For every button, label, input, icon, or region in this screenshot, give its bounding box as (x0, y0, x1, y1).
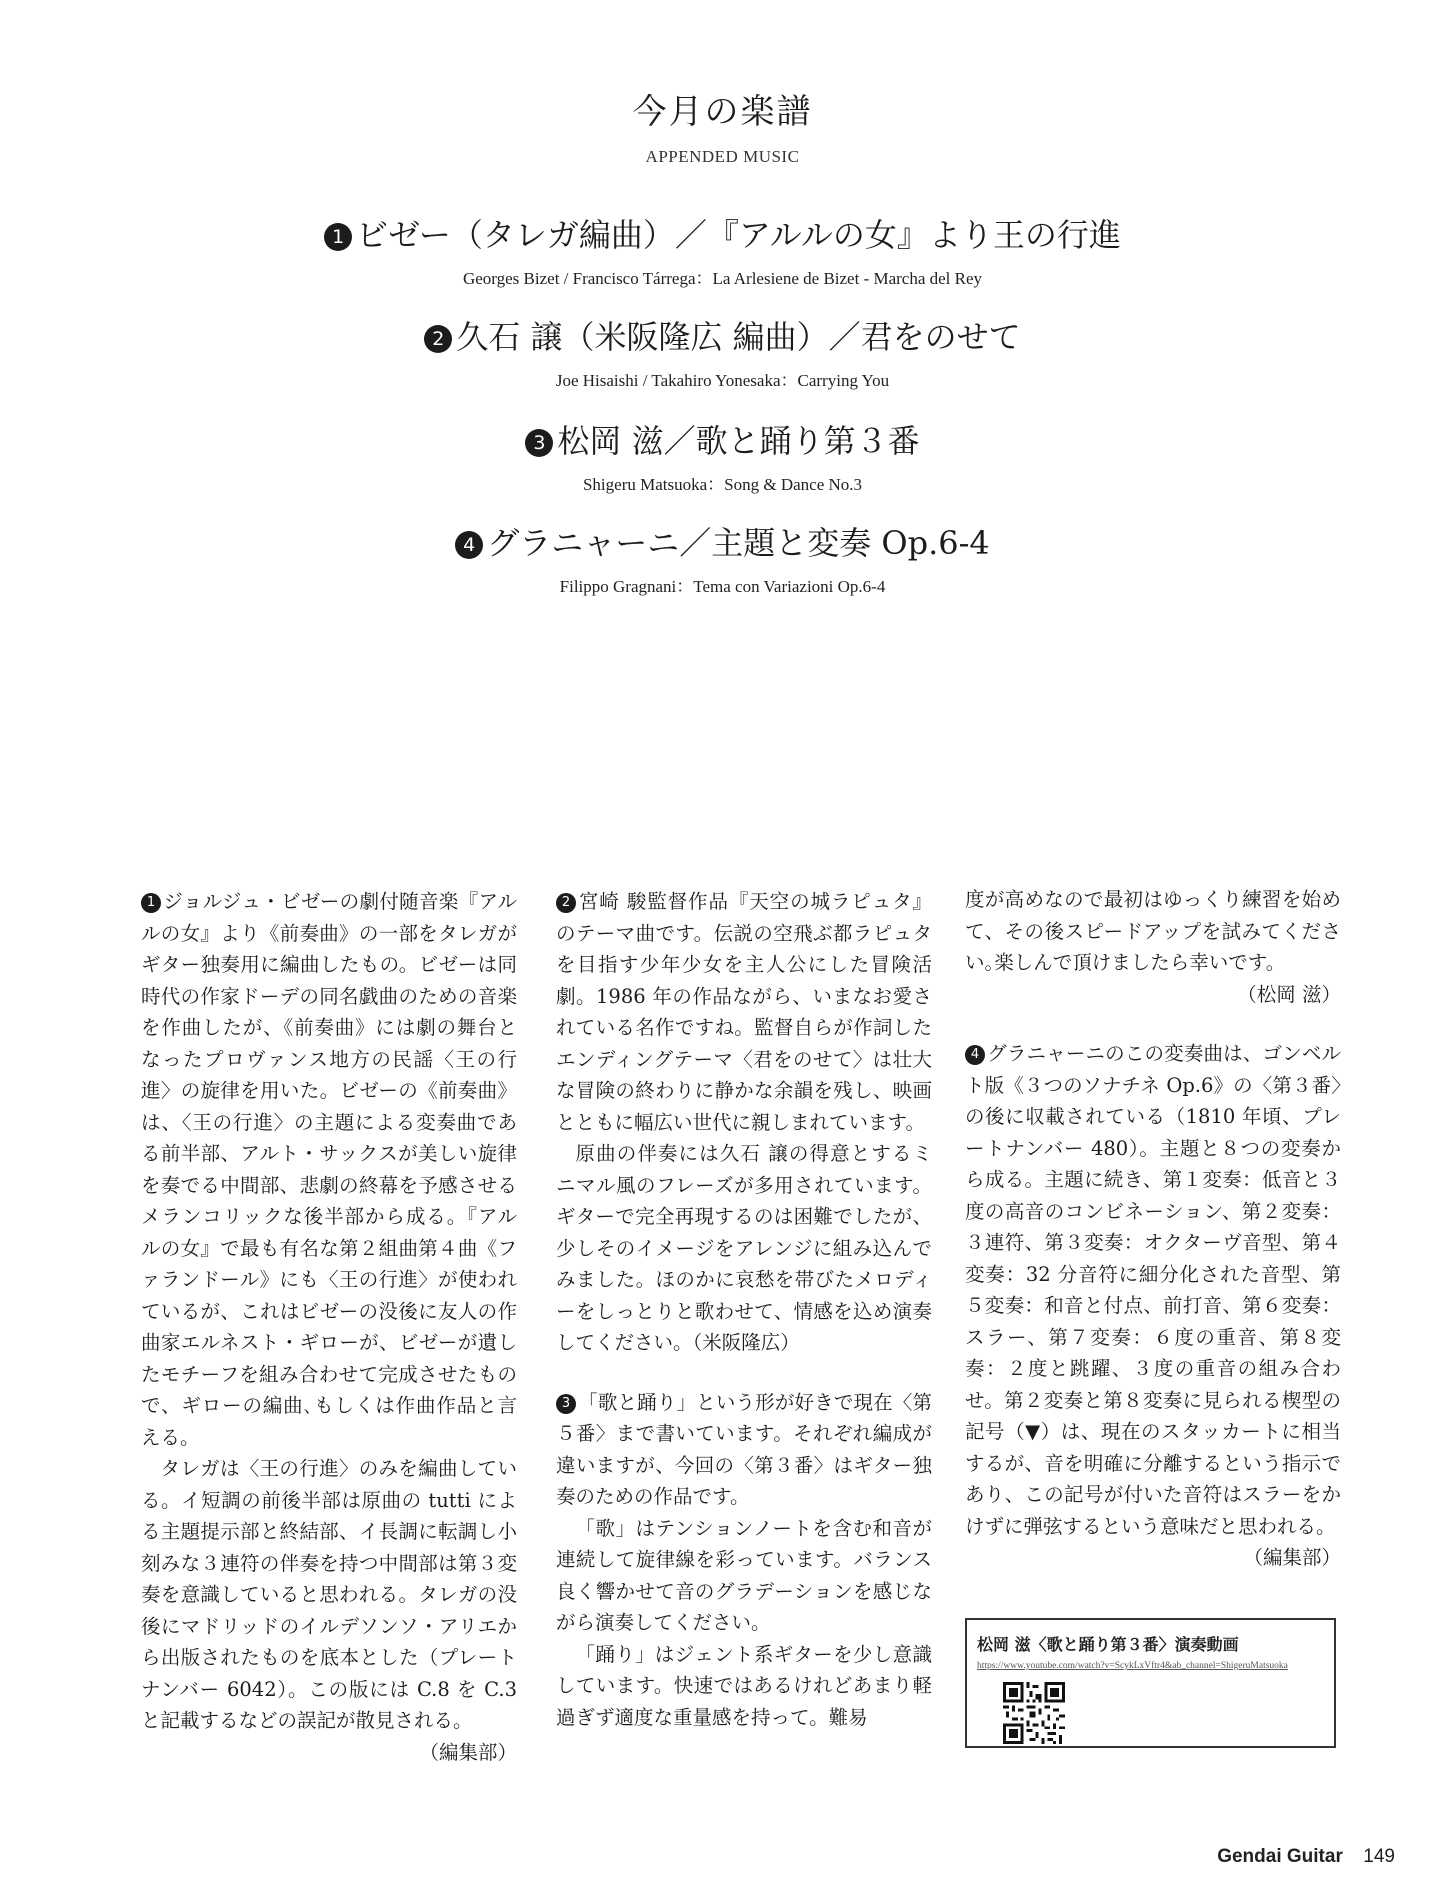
number-badge-icon: 1 (141, 893, 161, 913)
piece-title-en: Georges Bizet / Francisco Tárrega：La Arlesiene de Bizet - Marcha del Rey (462, 269, 983, 288)
piece-entry-4 (0, 518, 1445, 597)
note-signature: （編集部） (1243, 1546, 1341, 1569)
number-badge-icon: 3 (525, 429, 553, 457)
video-title: 松岡 滋〈歌と踊り第３番〉演奏動画 (977, 1635, 1239, 1654)
note-paragraph: 2 宮崎 駿監督作品『天空の城ラピュタ』のテーマ曲です。伝説の空飛ぶ都ラピュタを目指す少年少女を主人公にした冒険活劇。1986 年の作品ながら、いまなお愛されている名作ですね。監督自らが作詞したエンディングテーマ〈君をのせて〉は壮大な冒険の終わりに静かな余韻を残し、映画とともに幅広い世代に親しまれています。 (556, 890, 932, 1134)
piece-entry-2 (0, 312, 1445, 391)
page-number: 149 (1363, 1846, 1395, 1867)
piece-title-jp: 久石 譲（米阪隆広 編曲）／君をのせて (456, 318, 1021, 356)
piece-title-jp: ビゼー（タレガ編曲）／『アルルの女』より王の行進 (356, 216, 1121, 254)
note-paragraph: 「歌」はテンションノートを含む和音が連続して旋律線を彩っています。バランス良く響かせて音のグラデーションを感じながら演奏してください。 (556, 1516, 932, 1634)
video-info-box (965, 1618, 1336, 1748)
number-badge-icon: 3 (556, 1394, 576, 1414)
piece-title-en: Filippo Gragnani：Tema con Variazioni Op.6-4 (559, 577, 886, 596)
page-title: 今月の楽譜 (632, 92, 813, 132)
note-signature: （松岡 滋） (1237, 982, 1341, 1006)
page-header (0, 84, 1445, 167)
page-footer (1217, 1846, 1395, 1868)
piece-entry-1 (0, 210, 1445, 289)
note-paragraph: タレガは〈王の行進〉のみを編曲している。イ短調の前後半部は原曲の tutti による主題提示部と終結部、イ長調に転調し小刻みな３連符の伴奏を持つ中間部は第３変奏を意識していると思われる。タレガの没後にマドリッドのイルデソンソ・アリエから出版されたものを底本とした（プレートナンバー 6042）。この版には C.8 を C.3 と記載するなどの誤記が散見される。 (141, 1457, 517, 1732)
note-paragraph: 4 グラニャーニのこの変奏曲は、ゴンベルト版《３つのソナチネ Op.6》の〈第３番〉の後に収載されている（1810 年頃、プレートナンバー 480）。主題と８つの変奏から成る。主題に続き、第１変奏：低音と３度の高音のコンビネーション、第２変奏：３連符、第３変奏：オクターヴ音型、第４変奏：32 分音符に細分化された音型、第５変奏：和音と付点、前打音、第６変奏：スラー、第７変奏：６度の重音、第８変奏：２度と跳躍、３度の重音の組み合わせ。第２変奏と第８変奏に見られる楔型の記号（▼）は、現在のスタッカートに相当するが、音を明確に分離するという指示であり、この記号が付いた音符はスラーをかけずに弾弦するという意味だと思われる。 (965, 1042, 1341, 1538)
qr-code-icon[interactable] (1003, 1682, 1065, 1744)
magazine-brand: Gendai Guitar (1217, 1846, 1343, 1867)
notes-column-1 (141, 886, 517, 1768)
piece-title-jp: グラニャーニ／主題と変奏 Op.6-4 (487, 524, 990, 562)
piece-title-jp: 松岡 滋／歌と踊り第３番 (557, 422, 920, 460)
number-badge-icon: 2 (424, 325, 452, 353)
note-paragraph: 度が高めなので最初はゆっくり練習を始めて、その後スピードアップを試みてください｡楽しんで頂けましたら幸いです。 (965, 888, 1341, 974)
piece-title-en: Joe Hisaishi / Takahiro Yonesaka：Carrying You (555, 371, 890, 390)
piece-title-en: Shigeru Matsuoka：Song & Dance No.3 (582, 475, 863, 494)
video-link[interactable]: https://www.youtube.com/watch?v=ScykLxVftr4&ab_channel=ShigeruMatsuoka (977, 1661, 1288, 1671)
note-paragraph: 1 ジョルジュ・ビゼーの劇付随音楽『アルルの女』より《前奏曲》の一部をタレガがギター独奏用に編曲したもの。ビゼーは同時代の作家ドーデの同名戯曲のための音楽を作曲したが、《前奏曲》には劇の舞台となったプロヴァンス地方の民謡〈王の行進〉の旋律を用いた。ビゼーの《前奏曲》は、〈王の行進〉の主題による変奏曲である前半部、アルト・サックスが美しい旋律を奏でる中間部、悲劇の終幕を予感させるメランコリックな後半部から成る。『アルルの女』で最も有名な第２組曲第４曲《ファランドール》にも〈王の行進〉が使われているが、これはビゼーの没後に友人の作曲家エルネスト・ギローが、ビゼーが遺したモチーフを組み合わせて完成させたもので、ギローの編曲､もしくは作曲作品と言える。 (141, 890, 517, 1449)
notes-column-3 (965, 884, 1341, 1574)
note-paragraph: 原曲の伴奏には久石 譲の得意とするミニマル風のフレーズが多用されています。ギターで完全再現するのは困難でしたが、少しそのイメージをアレンジに組み込んでみました。ほのかに哀愁を帯びたメロディーをしっとりと歌わせて、情感を込め演奏してください。（米阪隆広） (556, 1142, 932, 1354)
number-badge-icon: 4 (455, 531, 483, 559)
number-badge-icon: 1 (324, 223, 352, 251)
note-paragraph: 「踊り」はジェント系ギターを少し意識しています。快速ではあるけれどあまり軽過ぎず適度な重量感を持って。難易 (556, 1642, 932, 1729)
piece-entry-3 (0, 416, 1445, 495)
note-paragraph: 3 「歌と踊り」という形が好きで現在〈第５番〉まで書いています。それぞれ編成が違いますが、今回の〈第３番〉はギター独奏のための作品です。 (556, 1390, 932, 1508)
note-signature: （編集部） (419, 1740, 517, 1764)
notes-column-2 (556, 886, 932, 1733)
number-badge-icon: 4 (965, 1045, 985, 1065)
page-subtitle: APPENDED MUSIC (645, 147, 800, 166)
number-badge-icon: 2 (556, 893, 576, 913)
